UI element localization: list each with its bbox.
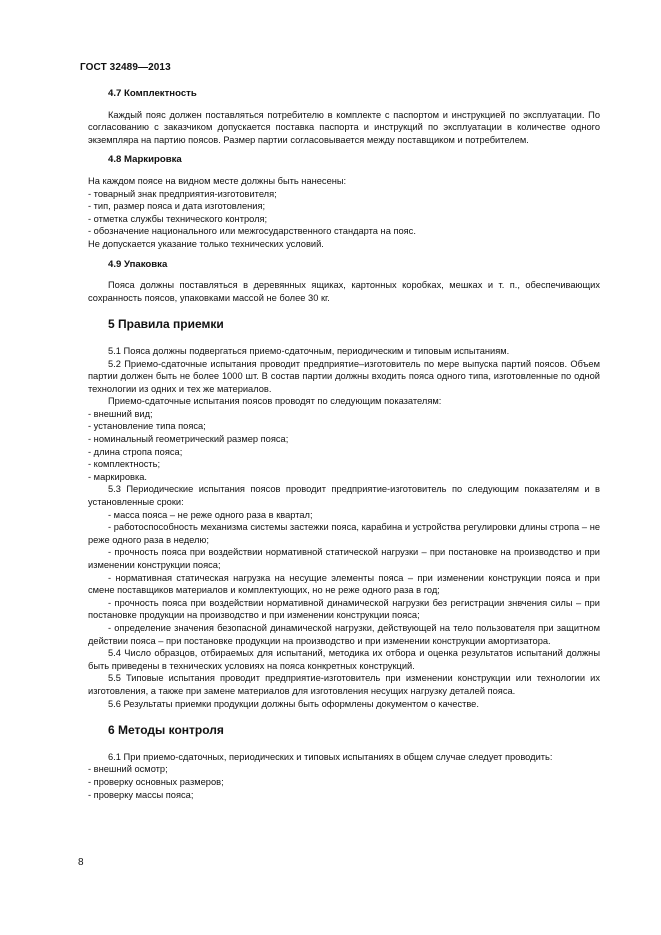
list-item: - внешний вид; [88, 408, 153, 419]
section-4-7-paragraph: Каждый пояс должен поставляться потребителю в комплекте с паспортом и инструкцией по эксплуатации. По согласованию с заказчиком допускается поставка паспорта и инструкций по эксплуатации в количестве одного экземпляра на партию поясов. Размер партии согласовывается между поставщиком и потребителем. [88, 109, 600, 145]
list-item: - номинальный геометрический размер пояса; [88, 434, 289, 445]
list-item: - масса пояса – не реже одного раза в квартал; [108, 509, 313, 520]
section-4-8-note: Не допускается указание только технических условий. [88, 238, 324, 249]
document-code-header: ГОСТ 32489—2013 [80, 62, 171, 73]
list-item: - тип, размер пояса и дата изготовления; [88, 201, 266, 212]
list-item: - прочность пояса при воздействии нормативной статической нагрузки – при постановке на производство и при изменении конструкции пояса; [88, 547, 600, 570]
list-item: - определение значения безопасной динамической нагрузки, действующей на тело пользователя при защитном действии пояса – при постановке продукции на производство и при изменении конструкции амортизатора. [88, 622, 600, 646]
list-item: - длина стропа пояса; [88, 446, 183, 457]
list-item: - прочность пояса при воздействии нормативной динамической нагрузки без регистрации знвчения силы – при постановке продукции на производство и при изменении конструкции пояса; [88, 597, 600, 621]
section-4-8-title: 4.8 Маркировка [108, 154, 182, 166]
clause-5-2: 5.2 Приемо-сдаточные испытания проводит предприятие–изготовитель по мере выпуска партий поясов. Объем партии должен быть не более 1000 шт. В состав партии должны входить пояса одного типа, изготовленные по одной технологии из одних и тех же материалов. [88, 358, 600, 394]
list-item: - отметка службы технического контроля; [88, 213, 268, 224]
section-5-title: 5 Правила приемки [108, 317, 224, 332]
list-item: - установление типа пояса; [88, 421, 206, 432]
clause-5-6: 5.6 Результаты приемки продукции должны быть оформлены документом о качестве. [108, 698, 479, 709]
section-4-8-intro: На каждом поясе на видном месте должны быть нанесены: [88, 175, 347, 186]
clause-5-2-indicators-intro: Приемо-сдаточные испытания поясов проводят по следующим показателям: [108, 396, 442, 407]
section-4-7-title: 4.7 Комплектность [108, 88, 197, 99]
page-number: 8 [78, 857, 84, 868]
list-item: - маркировка. [88, 471, 147, 482]
list-item: - товарный знак предприятия-изготовителя; [88, 188, 277, 199]
section-4-9-title: 4.9 Упаковка [108, 258, 168, 270]
clause-5-1: 5.1 Пояса должны подвергаться приемо-сдаточным, периодическим и типовым испытаниям. [108, 345, 510, 356]
list-item: - обозначение национального или межгосударственного стандарта на пояс. [88, 226, 416, 237]
clause-5-3: 5.3 Периодические испытания поясов проводит предприятие-изготовитель по следующим показателям и в установленные сроки: [88, 484, 600, 508]
page-content [88, 88, 600, 801]
list-item: - проверку основных размеров; [88, 776, 224, 787]
list-item: - внешний осмотр; [88, 764, 168, 775]
clause-5-5: 5.5 Типовые испытания проводит предприятие-изготовитель при изменении конструкции или технологии их изготовления, а также при замене материалов для изготовления несущих нагрузку деталей пояса. [88, 673, 600, 696]
clause-5-4: 5.4 Число образцов, отбираемых для испытаний, методика их отбора и оценка результатов испытаний должны быть приведены в технических условиях на пояса конкретных конструкций. [88, 648, 600, 671]
clause-6-1: 6.1 При приемо-сдаточных, периодических и типовых испытаниях в общем случае следует проводить: [108, 751, 553, 762]
list-item: - комплектность; [88, 459, 161, 470]
section-4-9-paragraph: Пояса должны поставляться в деревянных ящиках, картонных коробках, мешках и т. п., обеспечивающих сохранность поясов, упаковками массой не более 30 кг. [88, 280, 600, 303]
list-item: - нормативная статическая нагрузка на несущие элементы пояса – при изменении конструкции пояса и при смене поставщиков материалов и комплектующих, но не реже одного раза в год; [88, 572, 600, 596]
section-6-title: 6 Методы контроля [108, 723, 224, 738]
list-item: - проверку массы пояса; [88, 789, 194, 800]
list-item: - работоспособность механизма системы застежки пояса, карабина и устройства регулировки длины стропа – не реже одного раза в неделю; [88, 522, 600, 545]
